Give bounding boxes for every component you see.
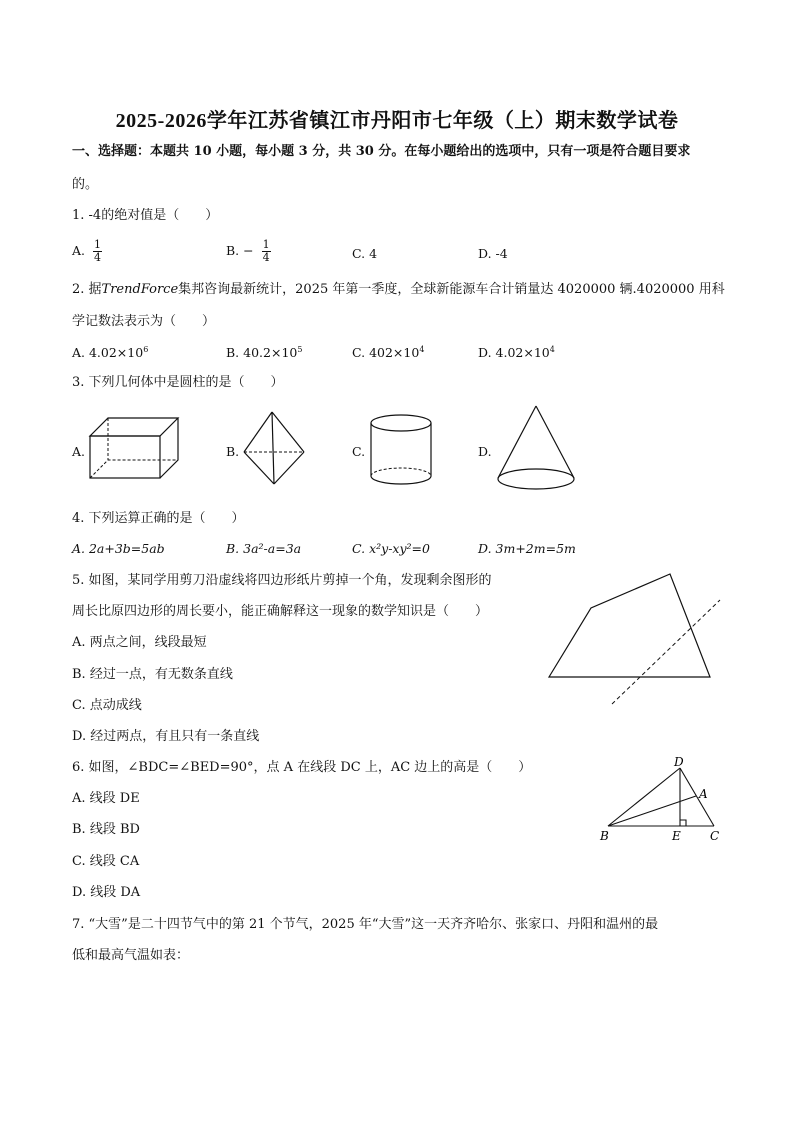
question-1-option-b — [226, 239, 271, 264]
question-4-option-a: A. 2a+3b=5ab — [72, 541, 165, 556]
question-2-option-a — [72, 344, 148, 362]
cut-dashed-line — [612, 600, 720, 704]
question-1-option-d: D. -4 — [478, 246, 508, 261]
exponent: 6 — [143, 344, 149, 354]
question-7-stem: 7. “大雪”是二十四节气中的第 21 个节气，2025 年“大雪”这一天齐齐哈尔、张家口、丹阳和温州的最 — [72, 917, 659, 932]
question-4-stem: 4. 下列运算正确的是（ ） — [72, 511, 245, 526]
minus-sign: − — [243, 243, 254, 258]
exponent: 4 — [419, 344, 425, 354]
cuboid-hidden-edges — [90, 460, 178, 478]
question-2-stem — [72, 281, 725, 299]
question-1-stem: 1. -4的绝对值是（ ） — [72, 208, 219, 223]
numerator: 1 — [262, 238, 270, 251]
question-1-option-c: C. 4 — [352, 246, 378, 261]
question-2-stem-cont: 学记数法表示为（ ） — [72, 314, 216, 329]
triangle-figure — [596, 754, 726, 846]
question-5-option-a: A. 两点之间，线段最短 — [72, 635, 207, 650]
right-angle-mark — [680, 820, 686, 826]
question-4-option-d: D. 3m+2m=5m — [478, 541, 576, 556]
question-5-stem-cont: 周长比原四边形的周长要小，能正确解释这一现象的数学知识是（ ） — [72, 604, 489, 619]
exponent: 4 — [549, 344, 555, 354]
cylinder-top — [371, 415, 431, 431]
cone-side — [498, 406, 536, 478]
question-6-option-c: C. 线段 CA — [72, 854, 140, 869]
page-title: 2025-2026学年江苏省镇江市丹阳市七年级（上）期末数学试卷 — [115, 110, 679, 132]
question-4-option-b: B. 3a²-a=3a — [226, 541, 302, 556]
stem-text: 集邦咨询最新统计，2025 年第一季度，全球新能源车合计销量达 4020000 辆.4020000 用科 — [178, 282, 725, 297]
denominator: 4 — [262, 251, 270, 264]
cylinder-figure — [366, 412, 436, 488]
cone-side — [536, 406, 574, 478]
fraction — [262, 239, 271, 264]
cone-base — [498, 469, 574, 489]
edge — [272, 412, 274, 484]
label-d: D — [674, 755, 684, 769]
numerator: 1 — [94, 238, 101, 251]
cuboid-top — [90, 418, 178, 436]
question-1-option-a — [72, 239, 102, 264]
option-b-label: B. — [226, 243, 240, 258]
option-text: A. 4.02×10 — [72, 345, 144, 360]
edge — [244, 452, 274, 484]
fraction — [93, 239, 102, 264]
question-2-option-b — [226, 344, 302, 362]
question-3-stem: 3. 下列几何体中是圆柱的是（ ） — [72, 375, 284, 390]
question-4-option-c: C. x²y-xy²=0 — [352, 541, 430, 556]
question-6-stem: 6. 如图，∠BDC=∠BED=90°，点 A 在线段 DC 上，AC 边上的高是（ ） — [72, 760, 532, 775]
question-3-option-d: D. — [478, 444, 492, 459]
section-heading: 一、选择题：本题共 10 小题，每小题 3 分，共 30 分。在每小题给出的选项中，只有一项是符合题目要求 — [72, 144, 691, 159]
question-3-option-b: B. — [226, 444, 240, 459]
edge — [244, 412, 272, 452]
question-2-option-d — [478, 344, 555, 362]
cone-figure — [492, 402, 582, 494]
cylinder-hidden-bottom — [371, 468, 431, 476]
question-5-stem: 5. 如图，某同学用剪刀沿虚线将四边形纸片剪掉一个角，发现剩余图形的 — [72, 573, 492, 588]
option-text: D. 4.02×10 — [478, 345, 550, 360]
label-e: E — [672, 829, 681, 843]
segment-ba — [608, 796, 696, 826]
question-6-option-d: D. 线段 DA — [72, 885, 141, 900]
cuboid-front — [90, 436, 160, 478]
quadrilateral-figure — [540, 570, 730, 710]
tetrahedron-figure — [238, 408, 310, 488]
segment-bd — [608, 768, 680, 826]
edge — [272, 412, 304, 452]
question-7-stem-cont: 低和最高气温如表： — [72, 948, 190, 963]
segment-dc — [680, 768, 714, 826]
question-5-option-d: D. 经过两点，有且只有一条直线 — [72, 729, 260, 744]
question-3-option-a: A. — [72, 444, 86, 459]
quadrilateral-shape — [549, 574, 710, 677]
cylinder-bottom — [371, 476, 431, 484]
question-6-option-a: A. 线段 DE — [72, 791, 140, 806]
cuboid-figure — [84, 410, 184, 482]
question-6-option-b: B. 线段 BD — [72, 822, 140, 837]
label-b: B — [600, 829, 609, 843]
question-3-option-c: C. — [352, 444, 366, 459]
label-a: A — [699, 787, 708, 801]
option-text: C. 402×10 — [352, 345, 420, 360]
label-c: C — [710, 829, 720, 843]
stem-italic: TrendForce — [101, 282, 179, 297]
question-2-option-c — [352, 344, 424, 362]
option-text: B. 40.2×10 — [226, 345, 298, 360]
denominator: 4 — [94, 251, 101, 264]
option-a-label: A. — [72, 243, 86, 258]
stem-text: 2. 据 — [72, 282, 102, 297]
edge — [274, 452, 304, 484]
section-heading-cont: 的。 — [72, 177, 99, 192]
question-5-option-c: C. 点动成线 — [72, 698, 142, 713]
question-5-option-b: B. 经过一点，有无数条直线 — [72, 667, 233, 682]
exponent: 5 — [297, 344, 303, 354]
